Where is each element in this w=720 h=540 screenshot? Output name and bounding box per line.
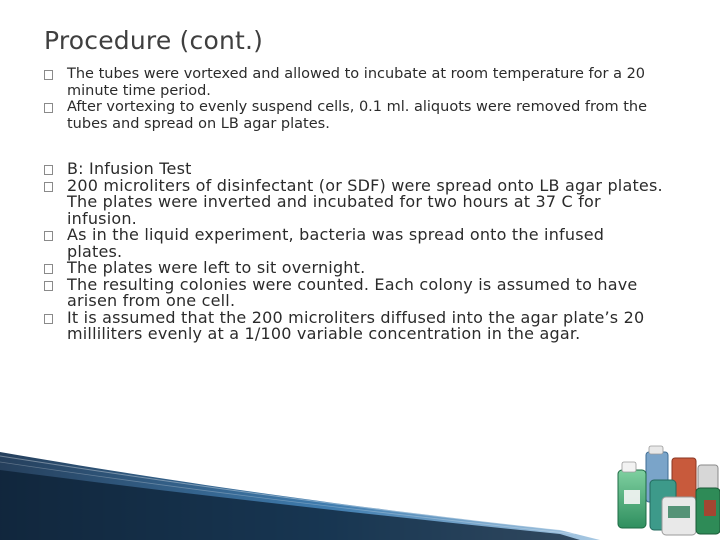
blue-swoosh-shape — [0, 452, 600, 540]
bullet-text: After vortexing to evenly suspend cells, 0.1 ml. aliquots were removed from the tubes and spread on LB agar plates. — [67, 99, 648, 132]
product-bottles-image — [618, 446, 720, 535]
bullet-text: 200 microliters of disinfectant (or SDF) were spread onto LB agar plates. The plates were inverted and incubated for two hours at 37 C for infusion. — [67, 175, 663, 228]
bullet-text: The plates were left to sit overnight. — [67, 258, 366, 277]
slide-title: Procedure (cont.) — [44, 26, 264, 55]
bullet-text: B: Infusion Test — [67, 159, 192, 178]
bullet-text: The tubes were vortexed and allowed to incubate at room temperature for a 20 minute time period. — [67, 66, 646, 99]
bullet-text: The resulting colonies were counted. Each colony is assumed to have arisen from one cell. — [67, 274, 638, 310]
bullet-text: As in the liquid experiment, bacteria was spread onto the infused plates. — [67, 225, 605, 261]
bullet-text: It is assumed that the 200 microliters diffused into the agar plate’s 20 milliliters evenly at a 1/100 variable concentration in the agar. — [67, 307, 645, 343]
